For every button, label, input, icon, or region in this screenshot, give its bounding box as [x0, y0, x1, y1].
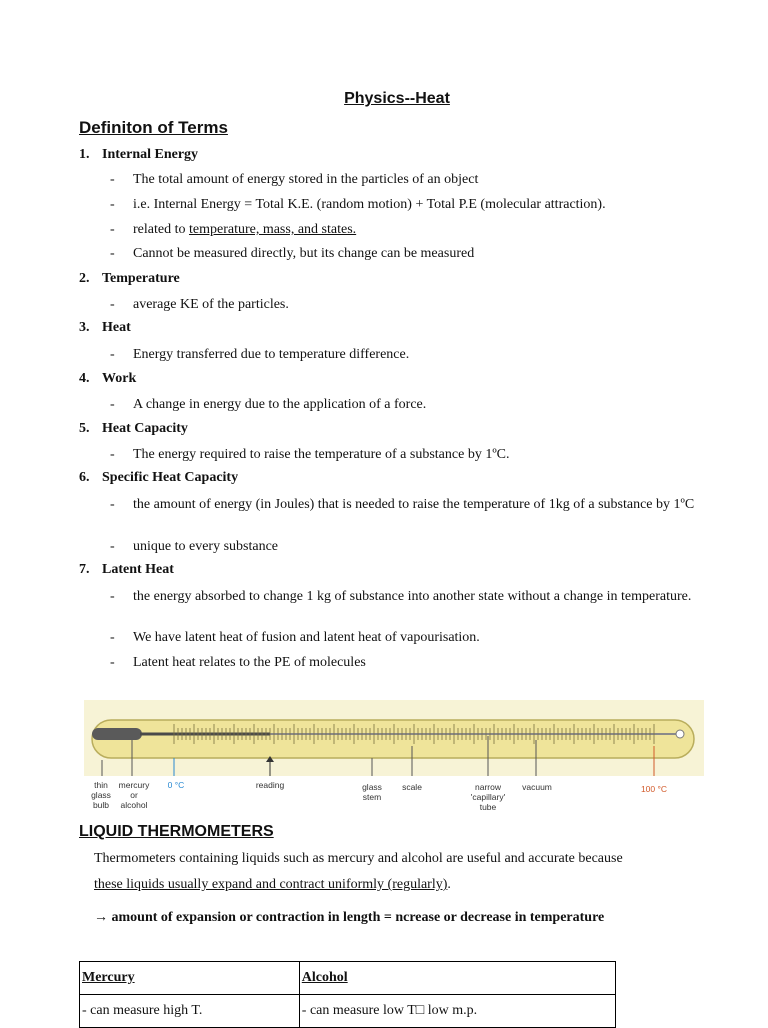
bullet-dash: - [110, 589, 115, 604]
label-zero: 0 °C [167, 780, 185, 790]
term-heading [79, 271, 180, 287]
arrow-statement-text: amount of expansion or contraction in length = ncrease or decrease in temperature [111, 910, 605, 925]
term-heading [79, 421, 188, 437]
term-heading [79, 371, 136, 387]
term-name: Heat [102, 320, 131, 335]
term-name: Work [102, 371, 137, 386]
label-scale: scale [402, 782, 422, 792]
term-name: Specific Heat Capacity [102, 470, 239, 485]
bullet-text: The energy required to raise the temperature of a substance by 1ºC. [133, 447, 510, 462]
term-name: Temperature [102, 271, 180, 286]
underlined-text: these liquids usually expand and contract uniformly (regularly) [94, 877, 448, 892]
bullet-item [110, 245, 715, 262]
vacuum-end [676, 730, 684, 738]
bullet-dash: - [110, 347, 115, 362]
bullet-dash: - [110, 297, 115, 312]
liquid-thermometers-heading: LIQUID THERMOMETERS [79, 823, 274, 840]
bullet-item [110, 588, 715, 605]
comparison-table [79, 961, 616, 1028]
table-header-mercury: Mercury [80, 962, 300, 995]
bullet-item [110, 221, 715, 238]
bullet-text: The total amount of energy stored in the particles of an object [133, 172, 479, 187]
table-cell: - can measure high T. [80, 995, 300, 1028]
term-heading [79, 320, 131, 336]
bullet-dash: - [110, 172, 115, 187]
bullet-item [110, 538, 715, 555]
bullet-text-prefix: related to [133, 222, 189, 237]
bullet-dash: - [110, 497, 115, 512]
bullet-dash: - [110, 397, 115, 412]
table-cell: - can measure low T□ low m.p. [299, 995, 615, 1028]
term-heading [79, 147, 198, 163]
label-vacuum: vacuum [522, 782, 552, 792]
bullet-text: average KE of the particles. [133, 297, 289, 312]
label-tube: narrow 'capillary' tube [470, 782, 506, 812]
bullet-dash: - [110, 246, 115, 261]
term-heading [79, 562, 174, 578]
bullet-item [110, 296, 715, 313]
bullet-text: Latent heat relates to the PE of molecules [133, 655, 366, 670]
table-row [80, 995, 616, 1028]
bullet-item [110, 629, 715, 646]
bullet-dash: - [110, 197, 115, 212]
term-heading [79, 470, 238, 486]
bullet-text: Cannot be measured directly, but its change can be measured [133, 246, 475, 261]
bullet-item [110, 446, 715, 463]
bullet-text: unique to every substance [133, 539, 279, 554]
term-number: 6. [79, 470, 90, 485]
table-header-row [80, 962, 616, 995]
sentence-end: . [447, 877, 451, 892]
thermometer-bulb [92, 728, 142, 740]
bullet-text: i.e. Internal Energy = Total K.E. (random motion) + Total P.E (molecular attraction). [133, 197, 606, 212]
bullet-text: the amount of energy (in Joules) that is needed to raise the temperature of 1kg of a substance by 1ºC [133, 497, 695, 512]
term-number: 4. [79, 371, 90, 386]
bullet-text: Energy transferred due to temperature difference. [133, 347, 410, 362]
label-mercury: mercury or alcohol [118, 780, 150, 810]
bullet-dash: - [110, 447, 115, 462]
bullet-dash: - [110, 630, 115, 645]
bullet-text [133, 221, 715, 238]
term-number: 1. [79, 147, 90, 162]
bullet-item [110, 496, 715, 513]
term-number: 2. [79, 271, 90, 286]
page-title: Physics--Heat [344, 90, 450, 107]
term-number: 5. [79, 421, 90, 436]
term-number: 3. [79, 320, 90, 335]
section-heading: Definiton of Terms [79, 118, 228, 137]
term-name: Latent Heat [102, 562, 174, 577]
table-header-alcohol: Alcohol [299, 962, 615, 995]
term-name: Heat Capacity [102, 421, 188, 436]
bullet-text: the energy absorbed to change 1 kg of substance into another state without a change in temperature. [133, 589, 692, 604]
thermometer-illustration [84, 700, 704, 820]
bullet-text: We have latent heat of fusion and latent heat of vapourisation. [133, 630, 480, 645]
bullet-item [110, 396, 715, 413]
arrow-statement [94, 910, 604, 926]
right-arrow-icon: → [94, 910, 108, 925]
label-bulb: thin glass bulb [91, 780, 111, 810]
term-number: 7. [79, 562, 90, 577]
bullet-item [110, 654, 715, 671]
term-name: Internal Energy [102, 147, 199, 162]
bullet-item [110, 196, 715, 213]
label-hundred: 100 °C [640, 784, 668, 794]
bullet-item [110, 346, 715, 363]
bullet-item [110, 171, 715, 188]
liquid-paragraph: Thermometers containing liquids such as mercury and alcohol are useful and accurate because [94, 851, 623, 866]
label-reading: reading [255, 780, 285, 790]
label-stem: glass stem [362, 782, 382, 802]
thermometer-diagram [84, 700, 704, 820]
bullet-text: A change in energy due to the application of a force. [133, 397, 427, 412]
liquid-paragraph-2 [94, 877, 734, 893]
bullet-dash: - [110, 222, 115, 237]
bullet-dash: - [110, 655, 115, 670]
underlined-text: temperature, mass, and states. [188, 222, 357, 237]
bullet-dash: - [110, 539, 115, 554]
